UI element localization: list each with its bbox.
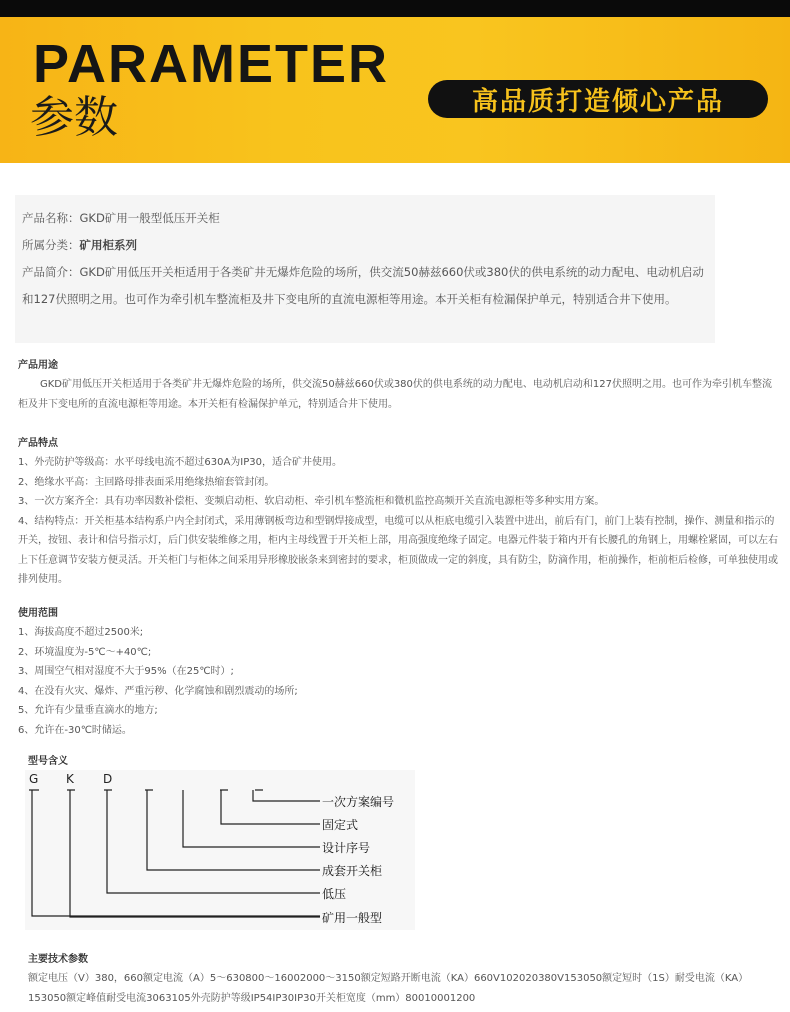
scope-item: 5、允许有少量垂直滴水的地方; [18, 705, 158, 716]
model-meaning: 一次方案编号 [322, 795, 395, 809]
scope-item: 4、在没有火灾、爆炸、严重污秽、化学腐蚀和剧烈震动的场所; [18, 685, 298, 697]
product-category-label: 所属分类： [22, 238, 80, 252]
model-letter: K [66, 772, 74, 786]
model-section [18, 752, 778, 771]
features-title: 产品特点 [18, 438, 58, 449]
parameter-banner [0, 17, 790, 163]
usage-section [18, 356, 778, 414]
banner-subtitle: 参数 [30, 92, 118, 143]
specs-text: 额定电压（V）380，660额定电流（A）5～630800～16002000～3150额定短路开断电流（KA）660V102020380V153050额定短时（1S）耐受电流（KA）153050额定峰值耐受电流3063105外壳防护等级IP54IP30IP30开关柜宽度（mm）80010001200 [28, 973, 749, 1004]
product-name-row [22, 205, 707, 232]
model-letter: G [29, 772, 39, 786]
product-category-row [22, 232, 707, 259]
feature-item: 4、结构特点：开关柜基本结构系户内全封闭式，采用薄钢板弯边和型钢焊接成型，电缆可以从柜底电缆引入装置中进出，前后有门，前门上装有控制，操作、测量和指示的开关，按钮、表计和信号指示灯，后门供安装维修之用，柜内主母线置于开关柜上部，用高强度绝缘子固定。电器元件装于箱内开有长腰孔的角钢上，用螺栓紧固，可以左右上下任意调节安装方便灵活。开关柜门与柜体之间采用异形橡胶嵌条来到密封的要求，柜顶做成一定的斜度，具有防尘，防滴作用，柜前操作，柜前柜后检修，可单独使用或排列使用。 [18, 515, 778, 585]
feature-item: 3、一次方案齐全：具有功率因数补偿柜、变频启动柜、软启动柜、牵引机车整流柜和微机监控高频开关直流电源柜等多种实用方案。 [18, 496, 605, 507]
model-meaning: 固定式 [322, 818, 359, 832]
model-meaning: 设计序号 [322, 841, 371, 855]
banner-title: PARAMETER [33, 34, 390, 94]
product-name-value: GKD矿用一般型低压开关柜 [79, 211, 220, 225]
scope-item: 3、周围空气相对湿度不大于95%（在25℃时）; [18, 666, 234, 677]
product-intro-value: GKD矿用低压开关柜适用于各类矿井无爆炸危险的场所，供交流50赫兹660伏或380伏的供电系统的动力配电、电动机启动和127伏照明之用。也可作为牵引机车整流柜及井下变电所的直流电源柜等用途。本开关柜有检漏保护单元，特别适合井下使用。 [22, 265, 704, 306]
top-bar [0, 0, 790, 17]
model-title: 型号含义 [28, 756, 68, 767]
scope-item: 1、海拔高度不超过2500米; [18, 627, 144, 638]
slogan-pill: 高品质打造倾心产品 [428, 80, 768, 118]
usage-text: GKD矿用低压开关柜适用于各类矿井无爆炸危险的场所，供交流50赫兹660伏或380伏的供电系统的动力配电、电动机启动和127伏照明之用。也可作为牵引机车整流柜及井下变电所的直流电源柜等用途。本开关柜有检漏保护单元，特别适合井下使用。 [18, 379, 772, 410]
product-intro-row [22, 259, 707, 313]
features-section [18, 434, 778, 590]
specs-title: 主要技术参数 [28, 954, 88, 965]
usage-title: 产品用途 [18, 360, 58, 371]
scope-item: 6、允许在-30℃时储运。 [18, 724, 132, 736]
product-name-label: 产品名称： [22, 211, 80, 225]
scope-section [18, 604, 778, 740]
specs-section [18, 950, 778, 1008]
model-meaning: 低压 [322, 887, 347, 901]
model-code-diagram [25, 770, 415, 930]
feature-item: 1、外壳防护等级高：水平母线电流不超过630A为IP30，适合矿井使用。 [18, 457, 342, 468]
model-letter: D [103, 772, 113, 786]
scope-item: 2、环境温度为-5℃～+40℃; [18, 646, 152, 658]
model-meaning: 矿用一般型 [322, 911, 383, 925]
product-category-value: 矿用柜系列 [79, 238, 137, 252]
scope-title: 使用范围 [18, 608, 58, 619]
model-meaning: 成套开关柜 [322, 864, 383, 878]
product-intro-label: 产品简介： [22, 265, 80, 279]
feature-item: 2、绝缘水平高：主回路母排表面采用绝缘热缩套管封闭。 [18, 476, 275, 488]
product-info-box [15, 195, 715, 343]
